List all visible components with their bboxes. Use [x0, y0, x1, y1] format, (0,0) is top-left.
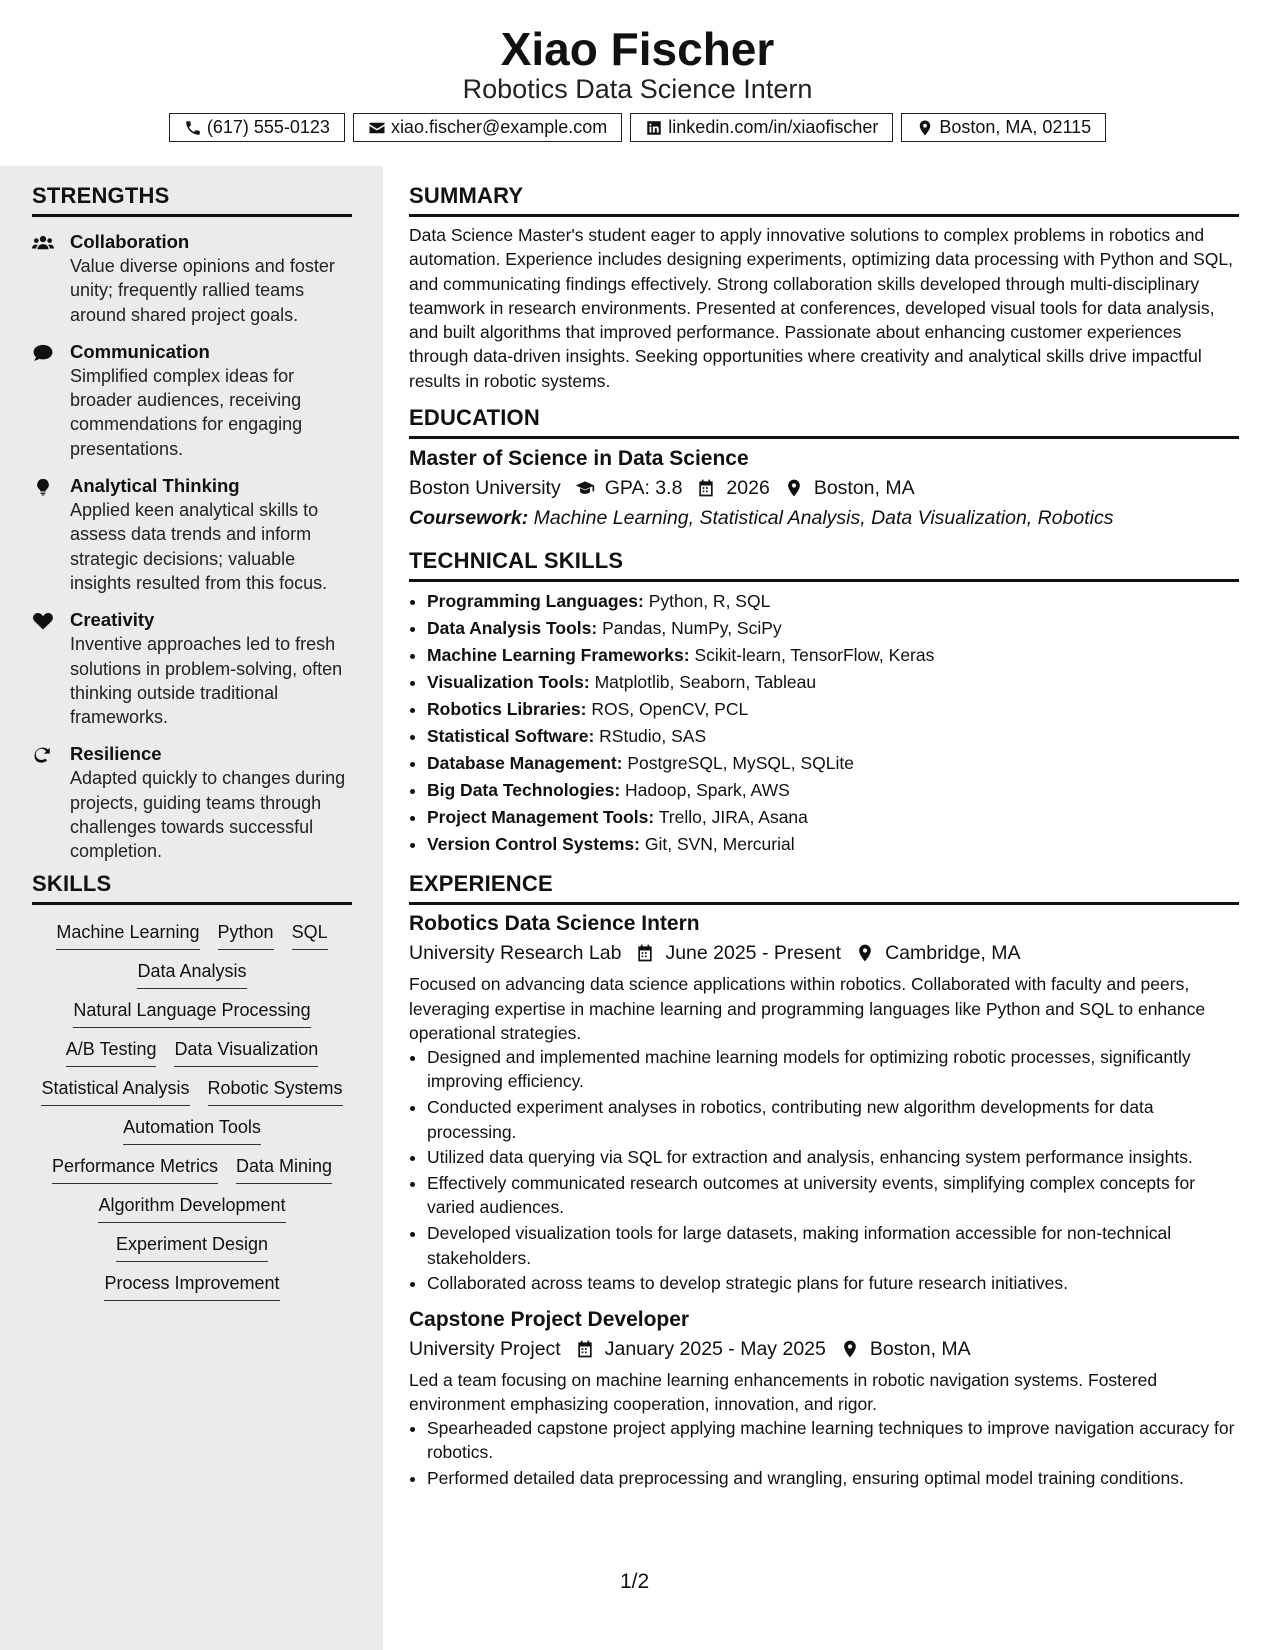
summary-text: Data Science Master's student eager to apply innovative solutions to complex problems in robotics and automation. Experience includes designing experiments, optimizing data processing with Python and SQL, and communicating findings effectively. Strong collaboration skills developed through multi-disciplinary teamwork in research environments. Presented at conferences, developed visual tools for data analysis, and built algorithms that improved performance. Passionate about enhancing customer experiences through data-driven insights. Seeking opportunities where creativity and analytical skills drive impactful results in robotic systems. [409, 225, 1233, 391]
tech-skill-item: • Big Data Technologies: Hadoop, Spark, AWS [427, 778, 1239, 802]
contact-linkedin[interactable] [630, 113, 893, 142]
comment-icon [32, 344, 54, 362]
location-text: Boston, MA, 02115 [939, 117, 1092, 137]
strength-item [32, 340, 352, 461]
tech-skill-item: • Machine Learning Frameworks: Scikit-learn, TensorFlow, Keras [427, 643, 1239, 667]
job-bullets [409, 1045, 1239, 1295]
skill-tag: Automation Tools [123, 1116, 261, 1145]
education-section [409, 404, 1239, 533]
skill-tag: A/B Testing [66, 1038, 157, 1067]
calendar-icon [696, 478, 716, 498]
skill-tag: Machine Learning [56, 921, 199, 950]
job-entry [409, 910, 1239, 1295]
skill-tag: Algorithm Development [98, 1194, 285, 1223]
skill-tag: Robotic Systems [208, 1077, 343, 1106]
tech-skill-item: • Database Management: PostgreSQL, MySQL, SQLite [427, 751, 1239, 775]
candidate-title: Robotics Data Science Intern [462, 74, 813, 104]
experience-heading: EXPERIENCE [409, 870, 1239, 905]
experience-section [409, 870, 1239, 1490]
skill-tag: Performance Metrics [52, 1155, 218, 1184]
envelope-icon [368, 119, 386, 137]
skill-tag: Natural Language Processing [73, 999, 310, 1028]
tech-skill-item: • Robotics Libraries: ROS, OpenCV, PCL [427, 697, 1239, 721]
strength-item [32, 230, 352, 327]
phone-text: (617) 555-0123 [206, 117, 330, 137]
contact-bar [0, 113, 1275, 142]
job-bullets [409, 1416, 1239, 1490]
job-dates: June 2025 - Present [665, 942, 842, 965]
map-marker-icon [784, 478, 804, 498]
job-role: Robotics Data Science Intern [409, 912, 700, 936]
job-bullet: • Designed and implemented machine learning models for optimizing robotic processes, significantly improving efficiency. [427, 1045, 1239, 1094]
page-number: 1/2 [620, 1570, 650, 1593]
calendar-icon [635, 943, 655, 963]
skill-tag: Experiment Design [116, 1233, 268, 1262]
strength-desc: Simplified complex ideas for broader audiences, receiving commendations for engaging presentations. [70, 365, 303, 459]
education-heading: EDUCATION [409, 404, 1239, 439]
skill-tag: Data Mining [236, 1155, 332, 1184]
tech-skill-item: • Version Control Systems: Git, SVN, Mercurial [427, 832, 1239, 856]
education-location: Boston, MA [813, 477, 915, 500]
job-description: Focused on advancing data science applications within robotics. Collaborated with faculty and peers, leveraging expertise in machine learning and programming languages like Python and SQL to enhance operational strategies. [409, 974, 1206, 1043]
map-marker-icon [840, 1339, 860, 1359]
summary-section [409, 182, 1239, 393]
skill-tag: Python [218, 921, 274, 950]
skill-tag: Data Analysis [137, 960, 246, 989]
skill-tag: Data Visualization [174, 1038, 318, 1067]
skills-heading: SKILLS [32, 870, 352, 905]
strength-item [32, 474, 352, 595]
strength-desc: Applied keen analytical skills to assess data trends and inform strategic decisions; valuable insights resulted from this focus. [70, 500, 328, 593]
tech-skill-item: • Visualization Tools: Matplotlib, Seaborn, Tableau [427, 670, 1239, 694]
redo-icon [32, 746, 54, 764]
job-meta [409, 938, 1239, 968]
candidate-name: Xiao Fischer [500, 23, 775, 75]
strength-title: Communication [70, 340, 210, 362]
strength-item [32, 608, 352, 729]
tech-skill-item: • Project Management Tools: Trello, JIRA, Asana [427, 805, 1239, 829]
skill-tag: Statistical Analysis [41, 1077, 189, 1106]
tech-skill-item: • Data Analysis Tools: Pandas, NumPy, SciPy [427, 616, 1239, 640]
main-column [409, 166, 1239, 1492]
gpa: GPA: 3.8 [604, 477, 683, 500]
skills-list [32, 921, 352, 1301]
graduation-year: 2026 [726, 477, 770, 500]
strength-item [32, 742, 352, 863]
technical-skills-list [409, 589, 1239, 856]
users-icon [32, 234, 54, 252]
coursework-label: Coursework: [409, 507, 529, 530]
job-entry [409, 1306, 1239, 1491]
strength-title: Collaboration [70, 231, 190, 252]
skills-section [32, 870, 352, 1301]
coursework-text: Machine Learning, Statistical Analysis, Data Visualization, Robotics [533, 507, 1114, 530]
graduation-cap-icon [575, 478, 595, 498]
job-bullet: • Performed detailed data preprocessing and wrangling, ensuring optimal model training conditions. [427, 1466, 1239, 1490]
job-role: Capstone Project Developer [409, 1307, 690, 1331]
technical-skills-heading: TECHNICAL SKILLS [409, 547, 1239, 582]
job-bullet: • Spearheaded capstone project applying machine learning techniques to improve navigation accuracy for robotics. [427, 1416, 1239, 1465]
contact-location[interactable] [901, 113, 1106, 142]
contact-email[interactable] [353, 113, 622, 142]
job-org: University Research Lab [409, 942, 622, 965]
school-name: Boston University [409, 477, 561, 500]
summary-heading: SUMMARY [409, 182, 1239, 217]
strength-title: Creativity [70, 609, 155, 631]
technical-skills-section [409, 547, 1239, 856]
strength-desc: Inventive approaches led to fresh solutions in problem-solving, often thinking outside traditional frameworks. [70, 634, 343, 728]
job-bullet: • Utilized data querying via SQL for extraction and analysis, enhancing system performance insights. [427, 1145, 1239, 1169]
skill-tag: SQL [292, 921, 328, 950]
linkedin-icon [645, 119, 663, 137]
job-description: Led a team focusing on machine learning enhancements in robotic navigation systems. Fostered environment emphasizing cooperation, innovation, and rigor. [409, 1369, 1158, 1414]
strengths-heading: STRENGTHS [32, 182, 352, 217]
map-marker-icon [855, 943, 875, 963]
tech-skill-item: • Statistical Software: RStudio, SAS [427, 724, 1239, 748]
job-location: Cambridge, MA [885, 942, 1021, 965]
job-org: University Project [409, 1337, 561, 1360]
education-meta [409, 473, 1239, 503]
job-bullet: • Developed visualization tools for large datasets, making information accessible for non-technical stakeholders. [427, 1221, 1239, 1270]
job-location: Boston, MA [869, 1337, 971, 1360]
coursework-line [409, 503, 1239, 533]
heart-icon [32, 612, 54, 630]
lightbulb-icon [32, 478, 54, 496]
contact-phone[interactable] [169, 113, 345, 142]
strength-desc: Adapted quickly to changes during projects, guiding teams through challenges towards successful completion. [70, 768, 346, 862]
strength-title: Resilience [70, 743, 162, 765]
strength-desc: Value diverse opinions and foster unity; frequently rallied teams around shared project goals. [70, 256, 335, 325]
email-text: xiao.fischer@example.com [390, 117, 608, 137]
job-bullet: • Conducted experiment analyses in robotics, contributing new algorithm developments for data processing. [427, 1095, 1239, 1144]
calendar-icon [575, 1339, 595, 1359]
phone-icon [184, 119, 202, 137]
job-bullet: • Effectively communicated research outcomes at university events, simplifying complex concepts for varied audiences. [427, 1171, 1239, 1220]
strength-title: Analytical Thinking [70, 475, 240, 497]
map-marker-icon [916, 119, 934, 137]
strengths-section [32, 182, 352, 864]
resume-header [0, 0, 1275, 166]
job-bullet: • Collaborated across teams to develop strategic plans for future research initiatives. [427, 1271, 1239, 1295]
tech-skill-item: • Programming Languages: Python, R, SQL [427, 589, 1239, 613]
skill-tag: Process Improvement [104, 1272, 279, 1301]
sidebar [0, 166, 383, 1650]
linkedin-text: linkedin.com/in/xiaofischer [668, 117, 879, 137]
job-meta [409, 1334, 1239, 1364]
job-dates: January 2025 - May 2025 [604, 1337, 826, 1360]
degree-title: Master of Science in Data Science [409, 447, 749, 471]
